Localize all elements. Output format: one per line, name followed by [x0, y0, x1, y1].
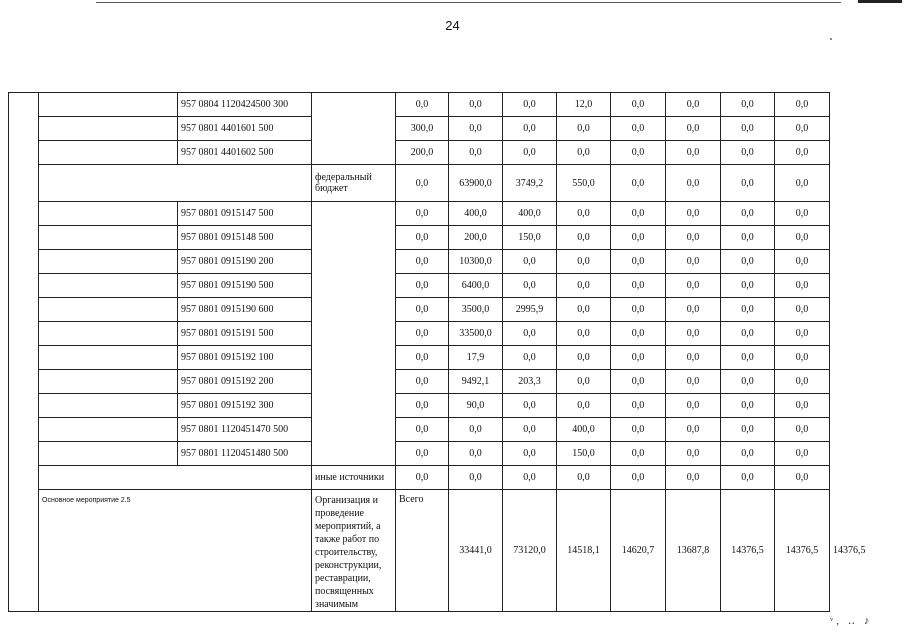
value-cell: 0,0: [396, 322, 449, 346]
description-cell: [39, 370, 178, 394]
value-cell: 0,0: [666, 394, 721, 418]
budget-code: 957 0801 0915192 300: [178, 394, 312, 418]
value-cell: 0,0: [611, 165, 666, 202]
value-cell: 0,0: [775, 93, 830, 117]
description-cell: [39, 202, 178, 226]
value-cell: 33500,0: [449, 322, 503, 346]
budget-code: 957 0801 4401601 500: [178, 117, 312, 141]
value-cell: 0,0: [666, 141, 721, 165]
value-cell: 150,0: [503, 226, 557, 250]
value-cell: 0,0: [721, 93, 775, 117]
value-cell: 0,0: [611, 226, 666, 250]
value-cell: 0,0: [611, 250, 666, 274]
value-cell: 0,0: [666, 370, 721, 394]
description-cell: [39, 322, 178, 346]
description-cell: [39, 141, 178, 165]
value-cell: 0,0: [775, 226, 830, 250]
description-cell: [39, 226, 178, 250]
value-cell: 0,0: [666, 226, 721, 250]
value-cell: 0,0: [449, 442, 503, 466]
value-cell: 0,0: [396, 346, 449, 370]
value-cell: 0,0: [721, 298, 775, 322]
value-cell: 0,0: [449, 418, 503, 442]
value-cell: 0,0: [503, 93, 557, 117]
budget-code: 957 0804 1120424500 300: [178, 93, 312, 117]
budget-code: 957 0801 0915190 600: [178, 298, 312, 322]
description-cell: [39, 117, 178, 141]
value-cell: 0,0: [557, 202, 611, 226]
value-cell: 0,0: [775, 346, 830, 370]
value-cell: 0,0: [775, 322, 830, 346]
value-cell: 0,0: [396, 202, 449, 226]
value-cell: 0,0: [666, 466, 721, 490]
value-cell: 0,0: [449, 93, 503, 117]
budget-code: 957 0801 0915192 200: [178, 370, 312, 394]
scan-dot: [830, 38, 832, 40]
value-cell: 0,0: [557, 226, 611, 250]
value-cell: 0,0: [721, 250, 775, 274]
merged-code-cell: [39, 165, 312, 202]
value-cell: 14376,5: [775, 490, 830, 612]
value-cell: 0,0: [557, 274, 611, 298]
value-cell: 550,0: [557, 165, 611, 202]
value-cell: 0,0: [666, 250, 721, 274]
table-row: [9, 298, 830, 322]
value-cell: 0,0: [721, 346, 775, 370]
value-cell: 10300,0: [449, 250, 503, 274]
value-cell: 0,0: [666, 298, 721, 322]
budget-code: 957 0801 0915192 100: [178, 346, 312, 370]
value-cell: 400,0: [503, 202, 557, 226]
value-cell: 0,0: [721, 442, 775, 466]
value-cell: 0,0: [396, 93, 449, 117]
value-cell: 12,0: [557, 93, 611, 117]
value-cell: 0,0: [396, 442, 449, 466]
value-cell: 0,0: [721, 418, 775, 442]
value-cell: 0,0: [611, 442, 666, 466]
value-cell: 0,0: [611, 394, 666, 418]
budget-code: 957 0801 0915190 200: [178, 250, 312, 274]
value-cell: 0,0: [721, 274, 775, 298]
value-cell: 6400,0: [449, 274, 503, 298]
value-cell: 0,0: [666, 165, 721, 202]
value-cell: 0,0: [449, 141, 503, 165]
value-cell: 0,0: [775, 250, 830, 274]
value-cell: 0,0: [503, 418, 557, 442]
value-cell: 0,0: [503, 346, 557, 370]
description-cell: [39, 274, 178, 298]
table-row: [9, 117, 830, 141]
table-row: [9, 202, 830, 226]
value-cell: 0,0: [449, 117, 503, 141]
value-cell: 73120,0: [503, 490, 557, 612]
value-cell: 0,0: [396, 370, 449, 394]
value-cell: 0,0: [775, 466, 830, 490]
other-sources-row: [9, 466, 830, 490]
description-cell: [39, 394, 178, 418]
federal-budget-row: [9, 165, 830, 202]
top-rule: [96, 2, 841, 3]
value-cell: 0,0: [503, 274, 557, 298]
value-cell: 0,0: [666, 442, 721, 466]
value-cell: 0,0: [775, 442, 830, 466]
value-cell: 14376,5: [721, 490, 775, 612]
value-cell: 0,0: [557, 370, 611, 394]
table-row: [9, 274, 830, 298]
table-row: [9, 346, 830, 370]
value-cell: 14518,1: [557, 490, 611, 612]
value-cell: 0,0: [611, 93, 666, 117]
table-row: [9, 370, 830, 394]
value-cell: 203,3: [503, 370, 557, 394]
value-cell: 0,0: [557, 322, 611, 346]
corner-mark: [858, 0, 902, 3]
source-cell: [312, 93, 396, 165]
source-label: федеральный бюджет: [312, 165, 396, 202]
main-event-description: Организация и проведение мероприятий, а также работ по строительству, реконструкции, реставрации, посвященных значимым: [312, 490, 396, 612]
value-cell: 0,0: [396, 466, 449, 490]
value-cell: 9492,1: [449, 370, 503, 394]
value-cell: 0,0: [775, 202, 830, 226]
value-cell: 0,0: [611, 202, 666, 226]
table-row: [9, 93, 830, 117]
value-cell: 400,0: [449, 202, 503, 226]
value-cell: 0,0: [396, 274, 449, 298]
value-cell: 0,0: [396, 250, 449, 274]
budget-code: 957 0801 0915148 500: [178, 226, 312, 250]
value-cell: 200,0: [449, 226, 503, 250]
value-cell: 0,0: [449, 466, 503, 490]
source-cell: [312, 202, 396, 466]
value-cell: 0,0: [503, 394, 557, 418]
value-cell: 0,0: [396, 298, 449, 322]
value-cell: 0,0: [557, 298, 611, 322]
value-cell: 0,0: [666, 274, 721, 298]
page-number: 24: [445, 18, 460, 33]
merged-code-cell: [39, 466, 312, 490]
value-cell: 0,0: [775, 394, 830, 418]
value-cell: 14620,7: [611, 490, 666, 612]
value-cell: 0,0: [611, 370, 666, 394]
source-label: Всего: [396, 490, 449, 612]
budget-table: [8, 92, 866, 612]
value-cell: 150,0: [557, 442, 611, 466]
value-cell: 0,0: [611, 322, 666, 346]
value-cell: 0,0: [396, 226, 449, 250]
value-cell: 0,0: [721, 202, 775, 226]
value-cell: 0,0: [666, 418, 721, 442]
value-cell: 0,0: [721, 322, 775, 346]
value-cell: 0,0: [611, 141, 666, 165]
value-cell: 0,0: [721, 466, 775, 490]
value-cell: 0,0: [557, 346, 611, 370]
value-cell: 3500,0: [449, 298, 503, 322]
value-cell: 200,0: [396, 141, 449, 165]
source-label: иные источники: [312, 466, 396, 490]
value-cell: 0,0: [666, 93, 721, 117]
value-cell: 3749,2: [503, 165, 557, 202]
budget-code: 957 0801 0915147 500: [178, 202, 312, 226]
main-event-label: [39, 490, 312, 612]
value-cell: 0,0: [775, 274, 830, 298]
value-cell: 63900,0: [449, 165, 503, 202]
main-event-row: Основное мероприятие 2.5 Организация и проведение мероприятий, а также работ по строительству, реконструкции, реставрации, посвященных значимым Всего 33441,0 73120,0 14518,1 14620,7 13687,8 14376,5 14376,5 14376,5: [9, 490, 830, 612]
value-cell: 0,0: [721, 117, 775, 141]
value-cell: 0,0: [666, 117, 721, 141]
handwritten-mark: ᵛ, ‥ ♪: [830, 615, 873, 627]
value-cell: 0,0: [396, 418, 449, 442]
value-cell: 0,0: [557, 117, 611, 141]
value-cell: 0,0: [666, 346, 721, 370]
description-cell: [39, 418, 178, 442]
value-cell: 0,0: [775, 141, 830, 165]
budget-code: 957 0801 1120451470 500: [178, 418, 312, 442]
description-cell: [39, 250, 178, 274]
value-cell: 0,0: [611, 298, 666, 322]
value-cell: 0,0: [721, 394, 775, 418]
table-row: [9, 394, 830, 418]
table-row: [9, 442, 830, 466]
table-row: [9, 250, 830, 274]
value-cell: 0,0: [396, 394, 449, 418]
value-cell: 0,0: [611, 117, 666, 141]
value-cell: 0,0: [611, 274, 666, 298]
value-cell: 2995,9: [503, 298, 557, 322]
value-cell: 0,0: [557, 141, 611, 165]
table-row: [9, 141, 830, 165]
value-cell: 0,0: [666, 322, 721, 346]
description-cell: [39, 298, 178, 322]
main-event-label-text: Основное мероприятие 2.5: [42, 497, 131, 504]
value-cell: 0,0: [721, 165, 775, 202]
value-cell: 90,0: [449, 394, 503, 418]
value-cell: 0,0: [775, 117, 830, 141]
value-cell: 0,0: [396, 165, 449, 202]
value-cell: 0,0: [611, 418, 666, 442]
budget-code: 957 0801 0915191 500: [178, 322, 312, 346]
value-cell: 0,0: [666, 202, 721, 226]
value-cell: 33441,0: [449, 490, 503, 612]
budget-code: 957 0801 4401602 500: [178, 141, 312, 165]
event-column-cell: [9, 93, 39, 612]
value-cell: 0,0: [503, 117, 557, 141]
description-cell: [39, 346, 178, 370]
value-cell: 300,0: [396, 117, 449, 141]
value-cell: 0,0: [611, 466, 666, 490]
budget-code: 957 0801 0915190 500: [178, 274, 312, 298]
value-cell: 0,0: [557, 466, 611, 490]
budget-code: 957 0801 1120451480 500: [178, 442, 312, 466]
value-cell: 0,0: [503, 141, 557, 165]
value-cell: 0,0: [775, 298, 830, 322]
table-row: [9, 418, 830, 442]
value-cell: 0,0: [503, 250, 557, 274]
value-cell: 0,0: [503, 442, 557, 466]
value-cell: 0,0: [557, 250, 611, 274]
description-cell: [39, 442, 178, 466]
value-cell: 0,0: [721, 370, 775, 394]
value-cell: 400,0: [557, 418, 611, 442]
value-cell: 0,0: [557, 394, 611, 418]
value-cell: 0,0: [775, 418, 830, 442]
value-cell: 0,0: [721, 141, 775, 165]
value-cell: 0,0: [503, 466, 557, 490]
value-cell: 0,0: [611, 346, 666, 370]
description-cell: [39, 93, 178, 117]
table-row: [9, 226, 830, 250]
value-cell: 0,0: [775, 165, 830, 202]
value-cell: 0,0: [721, 226, 775, 250]
value-cell: 13687,8: [666, 490, 721, 612]
value-cell: 17,9: [449, 346, 503, 370]
value-cell: 0,0: [775, 370, 830, 394]
value-cell: 0,0: [503, 322, 557, 346]
table-row: [9, 322, 830, 346]
